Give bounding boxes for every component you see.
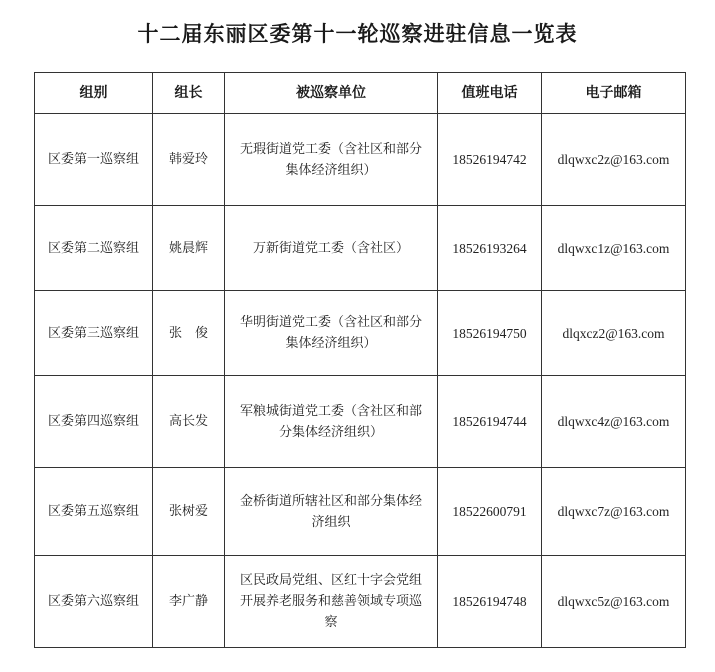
phone-cell: 18526194742 — [438, 114, 542, 206]
table-header-row — [35, 73, 686, 114]
unit-cell: 华明街道党工委（含社区和部分集体经济组织） — [225, 291, 438, 376]
header-group: 组别 — [35, 73, 153, 114]
leader-cell: 姚晨辉 — [153, 206, 225, 291]
phone-cell: 18522600791 — [438, 468, 542, 556]
group-cell: 区委第二巡察组 — [35, 206, 153, 291]
table-row — [35, 468, 686, 556]
unit-cell: 金桥街道所辖社区和部分集体经济组织 — [225, 468, 438, 556]
leader-cell: 高长发 — [153, 376, 225, 468]
group-cell: 区委第四巡察组 — [35, 376, 153, 468]
group-cell: 区委第一巡察组 — [35, 114, 153, 206]
group-cell: 区委第六巡察组 — [35, 556, 153, 648]
unit-cell: 区民政局党组、区红十字会党组开展养老服务和慈善领域专项巡察 — [225, 556, 438, 648]
table-row — [35, 291, 686, 376]
phone-cell: 18526194748 — [438, 556, 542, 648]
table-row — [35, 376, 686, 468]
phone-cell: 18526194744 — [438, 376, 542, 468]
table-row — [35, 556, 686, 648]
unit-cell: 无瑕街道党工委（含社区和部分集体经济组织） — [225, 114, 438, 206]
leader-cell: 张树爱 — [153, 468, 225, 556]
header-leader: 组长 — [153, 73, 225, 114]
email-cell: dlqwxc4z@163.com — [542, 376, 686, 468]
table-row — [35, 114, 686, 206]
email-cell: dlqxcz2@163.com — [542, 291, 686, 376]
phone-cell: 18526193264 — [438, 206, 542, 291]
email-cell: dlqwxc5z@163.com — [542, 556, 686, 648]
group-cell: 区委第三巡察组 — [35, 291, 153, 376]
table-row — [35, 206, 686, 291]
inspection-roster-table — [34, 72, 686, 648]
email-cell: dlqwxc7z@163.com — [542, 468, 686, 556]
unit-cell: 万新街道党工委（含社区） — [225, 206, 438, 291]
header-phone: 值班电话 — [438, 73, 542, 114]
header-email: 电子邮箱 — [542, 73, 686, 114]
header-unit: 被巡察单位 — [225, 73, 438, 114]
page-title: 十二届东丽区委第十一轮巡察进驻信息一览表 — [137, 22, 578, 46]
phone-cell: 18526194750 — [438, 291, 542, 376]
email-cell: dlqwxc2z@163.com — [542, 114, 686, 206]
unit-cell: 军粮城街道党工委（含社区和部分集体经济组织） — [225, 376, 438, 468]
group-cell: 区委第五巡察组 — [35, 468, 153, 556]
leader-cell: 张 俊 — [153, 291, 225, 376]
leader-cell: 李广静 — [153, 556, 225, 648]
leader-cell: 韩爱玲 — [153, 114, 225, 206]
email-cell: dlqwxc1z@163.com — [542, 206, 686, 291]
